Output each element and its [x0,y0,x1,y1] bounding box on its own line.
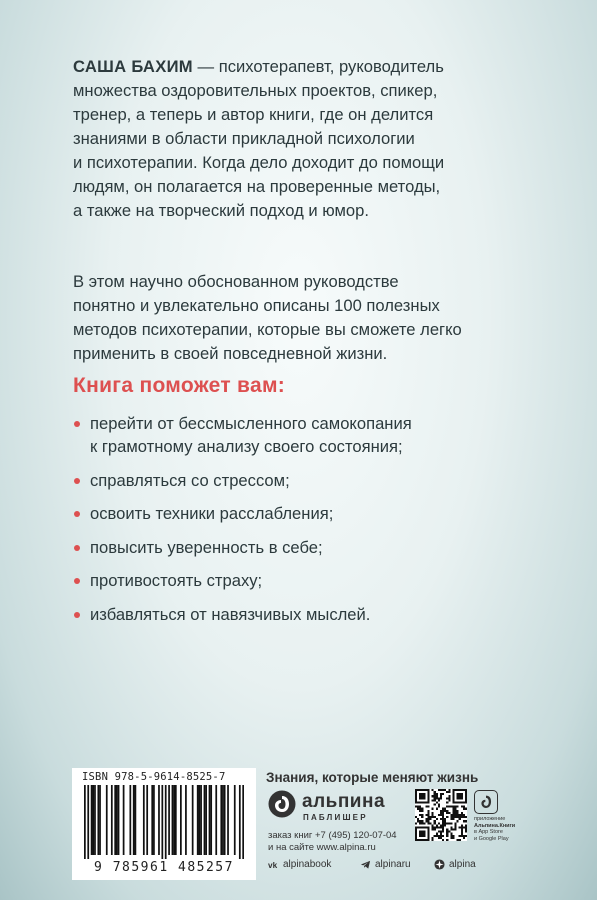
barcode-bar [87,785,89,859]
barcode-bar [151,785,153,855]
benefit-item [73,469,543,492]
barcode-bar [133,785,135,855]
barcode-bar [173,785,175,855]
bio-line: тренер, а теперь и автор книги, где он делится [73,105,434,124]
barcode-bar [224,785,226,855]
benefit-line: к грамотному анализу своего состояния; [90,437,403,456]
bullet-dot-icon [74,478,80,484]
barcode-bars [84,785,244,859]
social-label: alpina [449,859,476,870]
barcode-bar [199,785,201,855]
bio-line: а также на творческий подход и юмор. [73,201,369,220]
barcode-bar [205,785,207,855]
barcode-bar [234,785,236,855]
benefit-line: справляться со стрессом; [90,470,290,490]
barcode-bar [158,785,160,855]
barcode-bar [111,785,113,855]
app-line: приложение [474,816,506,822]
social-telegram[interactable] [360,859,411,870]
publisher-name: альпина [302,791,386,812]
bullet-dot-icon [74,421,80,427]
bio-line: и психотерапии. Когда дело доходит до помощи [73,153,445,172]
app-promo [474,816,534,842]
barcode-bar [209,785,211,855]
benefit-item [73,536,543,559]
barcode-bar [135,785,137,855]
barcode-bar [99,785,101,855]
author-name: САША БАХИМ [73,57,193,76]
app-line: в App Store [474,829,503,835]
benefit-line: освоить техники расслабления; [90,504,334,523]
barcode-bar [94,785,96,855]
barcode-bar [84,785,86,859]
svg-text:vk: vk [268,861,278,870]
barcode-bar [175,785,177,855]
alpina-logo-icon [268,790,296,818]
benefit-line: перейти от бессмысленного самокопания [90,414,412,433]
social-label: alpinaru [375,859,411,870]
bio-line [73,55,543,79]
barcode-bar [114,785,116,855]
app-logo-icon [474,790,498,814]
publisher-subname: ПАБЛИШЕР [303,813,368,822]
social-dzen[interactable] [434,859,476,870]
benefits-list [73,412,543,636]
barcode-bar [239,785,241,859]
dzen-icon [434,859,445,870]
benefit-item [73,502,543,525]
qr-code-icon [415,789,467,841]
bullet-dot-icon [74,511,80,517]
app-line: и Google Play [474,835,509,842]
barcode-bar [118,785,120,855]
barcode-bar [210,785,212,855]
benefit-item [73,603,543,626]
bullet-dot-icon [74,545,80,551]
order-info [268,830,397,854]
ean-digits: 9 785961 485257 [94,860,234,875]
barcode-bar [200,785,202,855]
order-phone: заказ книг +7 (495) 120-07-04 [268,830,397,841]
bio-line: людям, он полагается на проверенные методы, [73,177,441,196]
barcode-bar [227,785,229,855]
description-line: В этом научно обоснованном руководстве [73,272,399,291]
barcode-bar [180,785,182,855]
order-website: и на сайте www.alpina.ru [268,842,376,853]
bullet-dot-icon [74,578,80,584]
author-bio [73,55,543,223]
bio-line: знаниями в области прикладной психологии [73,129,415,148]
barcode-bar [168,785,170,855]
barcode-bar [222,785,224,855]
description-line: применить в своей повседневной жизни. [73,344,388,363]
benefit-item [73,569,543,592]
barcode-bar [146,785,148,855]
bullet-dot-icon [74,612,80,618]
benefit-item [73,412,543,458]
description-line: понятно и увлекательно описаны 100 полезных [73,296,440,315]
telegram-icon [360,859,371,870]
barcode-bar [172,785,174,855]
benefit-line: противостоять страху; [90,571,263,590]
isbn-barcode [72,768,256,880]
barcode-bar [143,785,145,855]
isbn-number: ISBN 978-5-9614-8525-7 [82,771,226,783]
barcode-bar [92,785,94,855]
vk-icon [268,859,279,870]
barcode-bar [197,785,199,855]
barcode-bar [185,785,187,855]
barcode-bar [165,785,167,859]
barcode-bar [123,785,125,855]
barcode-bar [161,785,163,859]
social-vk[interactable] [268,859,331,870]
barcode-bar [129,785,131,855]
benefit-line: избавляться от навязчивых мыслей. [90,604,371,624]
app-name-text: Альпина.Книги [474,822,516,829]
book-description [73,270,543,366]
social-label: alpinabook [283,859,332,870]
description-line: методов психотерапии, которые вы сможете легко [73,320,462,339]
bio-line: множества оздоровительных проектов, спикер, [73,81,438,100]
benefits-heading: Книга поможет вам: [73,374,286,397]
benefit-line: повысить уверенность в себе; [90,537,323,557]
barcode-bar [215,785,217,855]
publisher-tagline: Знания, которые меняют жизнь [266,770,479,785]
bio-line-text: — психотерапевт, руководитель [192,57,444,76]
barcode-bar [242,785,244,859]
barcode-bar [91,785,93,855]
barcode-bar [116,785,118,855]
barcode-bar [220,785,222,855]
barcode-bar [153,785,155,855]
barcode-bar [97,785,99,855]
barcode-bar [192,785,194,855]
barcode-bar [106,785,108,855]
barcode-bar [204,785,206,855]
